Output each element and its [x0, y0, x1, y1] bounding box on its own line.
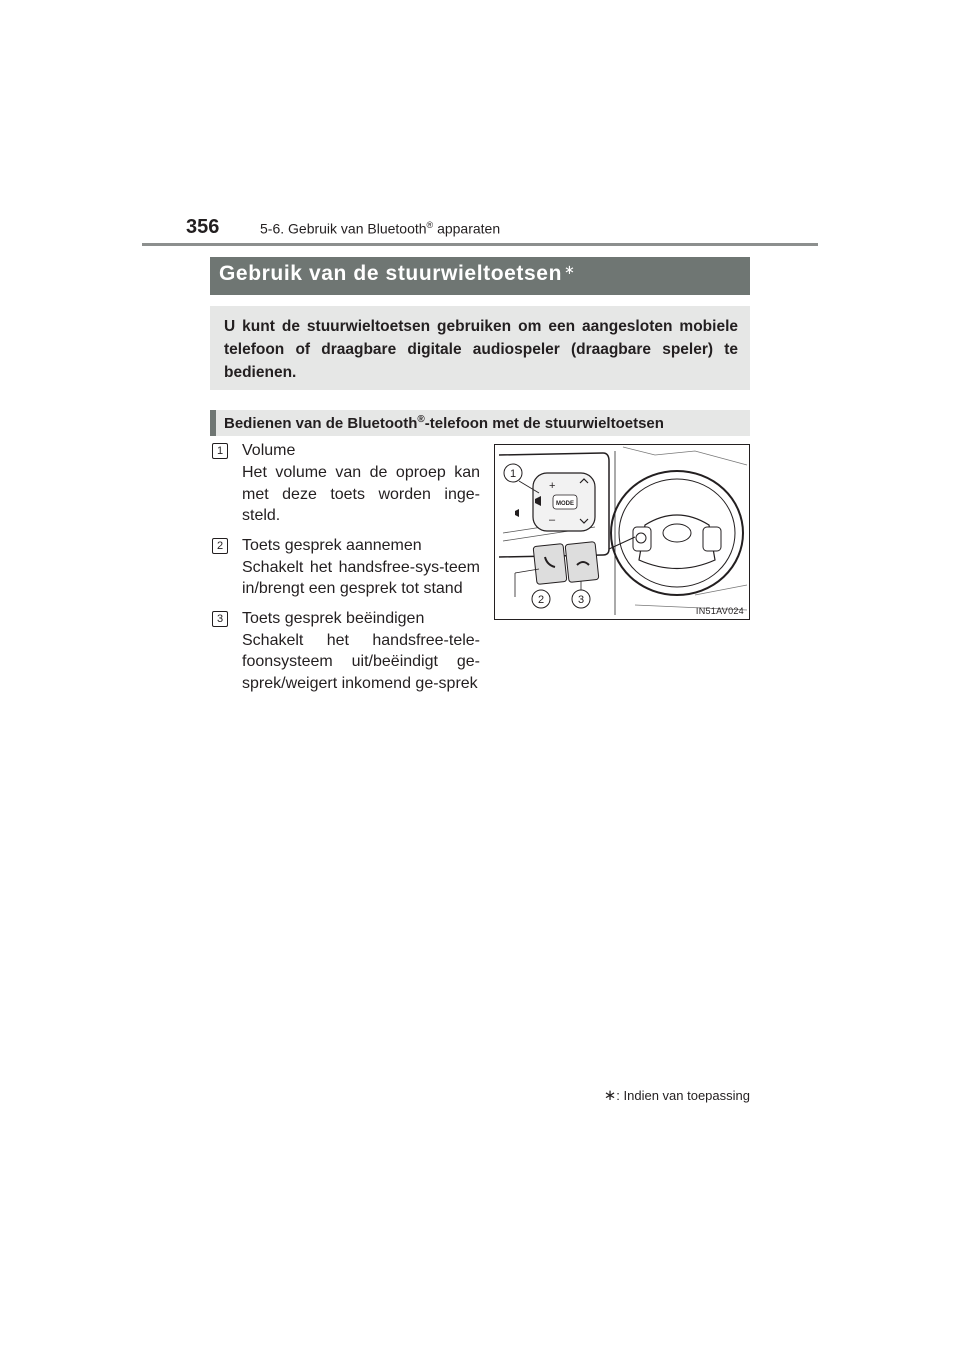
item-title: Volume: [242, 442, 296, 459]
footnote-text: : Indien van toepassing: [616, 1088, 750, 1103]
running-head-suffix: apparaten: [433, 220, 501, 237]
running-head: [260, 220, 500, 237]
item-list: [212, 440, 480, 702]
intro-box: [210, 306, 750, 390]
callout-2-label: 2: [537, 594, 545, 606]
volume-plus-label: +: [549, 480, 556, 492]
mode-label: MODE: [556, 501, 574, 507]
callout-3-label: 3: [577, 594, 585, 606]
callout-3: [572, 581, 590, 608]
item-number-badge: 2: [212, 538, 228, 554]
steering-wheel: [611, 471, 743, 595]
section-title: Gebruik van de stuurwieltoetsen: [219, 262, 563, 285]
subheading-prefix: Bedienen van de Bluetooth: [224, 415, 418, 432]
volume-minus-label: –: [549, 514, 556, 526]
running-head-prefix: 5-6. Gebruik van Bluetooth: [260, 220, 427, 237]
item-title: Toets gesprek beëindigen: [242, 609, 425, 627]
subheading-suffix: -telefoon met de stuurwieltoetsen: [424, 415, 664, 432]
item-title: Toets gesprek aannemen: [242, 536, 422, 554]
section-title-bar: [210, 257, 750, 295]
registered-mark: ®: [426, 220, 434, 230]
item-description: Het volume van de oproep kan met deze toets worden inge-steld.: [242, 464, 480, 524]
list-item: [212, 535, 480, 600]
intro-text: U kunt de stuurwieltoetsen gebruiken om een aangesloten mobiele telefoon of draagbare digitale audiospeler (draagbare speler) te bedienen.: [224, 318, 738, 381]
header-rule: [142, 243, 818, 246]
figure-code: IN51AV024: [695, 606, 744, 616]
footnote: [604, 1086, 750, 1104]
item-number-badge: 1: [212, 443, 228, 459]
subheading-bar: [210, 410, 750, 436]
registered-mark: ®: [417, 414, 425, 425]
steering-wheel-drawing: [495, 445, 749, 619]
steering-wheel-illustration: [494, 444, 750, 620]
item-description: Schakelt het handsfree-tele-foonsysteem uit/beëindigt ge-sprek/weigert inkomend ge-sprek: [242, 631, 480, 692]
asterisk-icon: ∗: [603, 1087, 617, 1104]
list-item: [212, 440, 480, 527]
page-number: 356: [186, 216, 220, 238]
asterisk-icon: ∗: [564, 262, 576, 277]
item-description: Schakelt het handsfree-sys-teem in/brengt een gesprek tot stand: [242, 558, 480, 597]
list-item: [212, 608, 480, 695]
callout-1-label: 1: [509, 468, 517, 480]
item-number-badge: 3: [212, 611, 228, 627]
